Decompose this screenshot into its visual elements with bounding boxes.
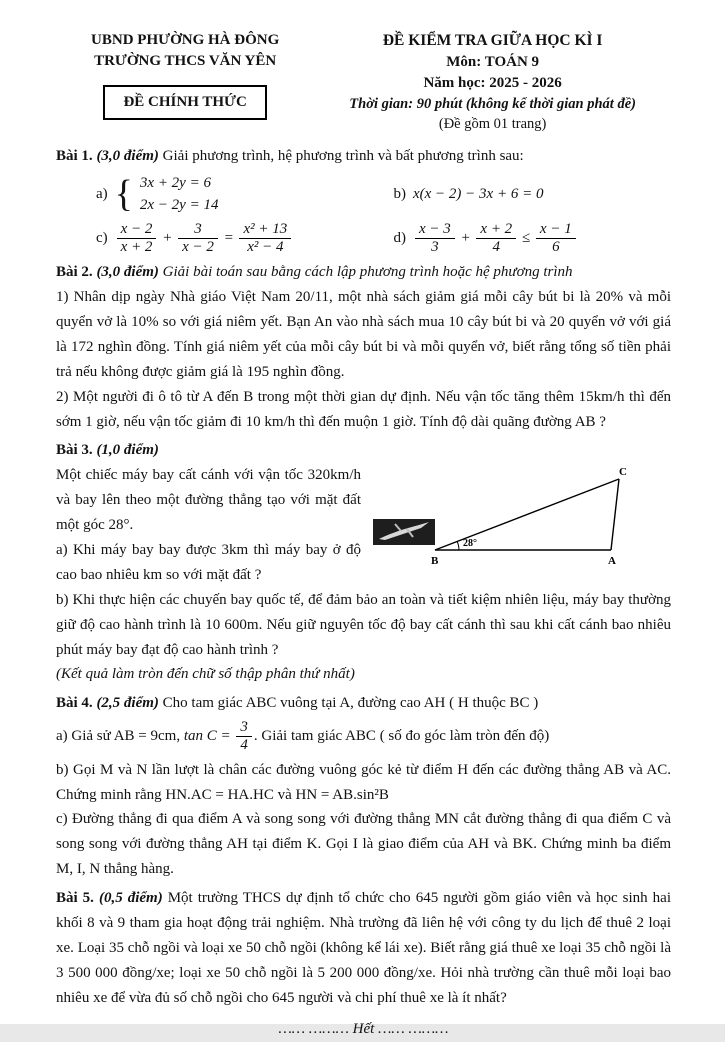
bai4-part-b: b) Gọi M và N lần lượt là chân các đường vuông góc kẻ từ điểm H đến các đường thẳng AB và AC. Chứng minh rằng HN.AC = HA.HC và HN = AB.sin²B xyxy=(56,761,671,803)
bai3-part-a: a) Khi máy bay bay được 3km thì máy bay ở độ cao bao nhiêu km so với mặt đất ? xyxy=(56,541,361,583)
bai2-problem-1: 1) Nhân dịp ngày Nhà giáo Việt Nam 20/11, một nhà sách giảm giá mỗi cây bút bi là 20% và mỗi quyển vở là 10% so với giá niêm yết. Bạn An vào nhà sách mua 10 cây bút bi và 20 quyển vở với giá là 172 nghìn đồng. Tính giá niêm yết của mỗi cây bút bi và mỗi quyển vở, biết rằng tổng số tiền phải trả nếu không được giảm giá là 195 nghìn đồng. xyxy=(56,289,671,380)
bai1-part-a xyxy=(56,173,364,217)
bai2-problem-2: 2) Một người đi ô tô từ A đến B trong một thời gian dự định. Nếu vận tốc tăng thêm 15km/h thì đến sớm 1 giờ, nếu vận tốc giảm đi 10 km/h thì đến muộn 1 giờ. Tính độ dài quãng đường AB ? xyxy=(56,388,671,430)
bai5-text: Một trường THCS dự định tổ chức cho 645 người gồm giáo viên và học sinh hai khối 8 và 9 tham gia hoạt động trải nghiệm. Nhà trường đã liên hệ với công ty du lịch để thuê 2 loại xe. Loại 35 chỗ ngồi và loại xe 50 chỗ ngồi (không kể lái xe). Biết rằng giá thuê xe loại 35 chỗ ngồi là 3 500 000 đồng/xe; loại xe 50 chỗ ngồi là 5 200 000 đồng/xe. Hỏi nhà trường cần thuê mỗi loại bao nhiêu xe để vừa đủ số chỗ ngồi cho 645 người và chi phí thuê xe là ít nhất? xyxy=(56,890,671,1006)
system-brace: { xyxy=(114,172,133,215)
bai4-intro: Cho tam giác ABC vuông tại A, đường cao AH ( H thuộc BC ) xyxy=(162,695,539,712)
operator: ≤ xyxy=(521,229,531,246)
angle-label: 28° xyxy=(463,538,477,550)
bai4-a-pre: a) Giả sử AB = 9cm, xyxy=(56,728,181,745)
bai3-rounding-note: (Kết quả làm tròn đến chữ số thập phân thứ nhất) xyxy=(56,666,355,683)
bai1-a-eq1: 3x + 2y = 6 xyxy=(139,175,211,192)
bai4-part-a xyxy=(56,719,671,755)
bai3-part-b: b) Khi thực hiện các chuyến bay quốc tế, để đảm bảo an toàn và tiết kiệm nhiên liệu, máy bay thường giữ độ cao hành trình là 10 600m. Nếu giữ nguyên tốc độ bay cất cánh thì sau khi cất cánh bao nhiêu phút máy bay đạt độ cao hành trình ? xyxy=(56,591,671,658)
vertex-label-b: B xyxy=(431,555,439,568)
header xyxy=(56,30,671,134)
bai1-a-eq2: 2x − 2y = 14 xyxy=(139,196,219,213)
bai4-heading xyxy=(56,691,671,716)
bai4-label: Bài 4. xyxy=(56,695,93,712)
bai4-part-c: c) Đường thẳng đi qua điểm A và song song với đường thẳng MN cắt đường thẳng đi qua điểm C và song song với đường thẳng AH tại điểm K. Gọi I là giao điểm của AH và BK. Chứng minh ba điểm M, I, N thẳng hàng. xyxy=(56,811,671,878)
exam-title: ĐỀ KIỂM TRA GIỮA HỌC KÌ I xyxy=(382,32,603,49)
bai1-part-c xyxy=(56,221,364,257)
fraction: $\frac{x + 2}{4}$ xyxy=(474,221,518,257)
dots-right: …… ……… xyxy=(378,1020,449,1037)
vertex-label-c: C xyxy=(619,466,627,479)
bai1-heading xyxy=(56,144,671,169)
bai2-intro: Giải bài toán sau bằng cách lập phương trình hoặc hệ phương trình xyxy=(162,264,573,281)
bai1-a-system xyxy=(140,173,219,217)
fraction: $\frac{x - 1}{6}$ xyxy=(534,221,578,257)
section-bai1 xyxy=(56,144,671,256)
bai1-d-label: d) xyxy=(393,229,406,246)
school-year: Năm học: 2025 - 2026 xyxy=(423,74,562,91)
bai5-points: (0,5 điểm) xyxy=(98,890,163,907)
bai1-points: (3,0 điểm) xyxy=(96,148,159,165)
section-bai4 xyxy=(56,691,671,882)
official-exam-badge: ĐỀ CHÍNH THỨC xyxy=(103,85,266,120)
bai1-b-label: b) xyxy=(393,186,406,203)
fraction: $\frac{\text{x² + 13}}{\text{x² − 4}}$ xyxy=(237,221,293,257)
operator: = xyxy=(223,229,234,246)
bai1-row-cd xyxy=(56,221,671,257)
bai3-body xyxy=(56,463,671,687)
bai5-label: Bài 5. xyxy=(56,890,94,907)
bai3-intro: Một chiếc máy bay cất cánh với vận tốc 320km/h và bay lên theo một đường thẳng tạo với mặt đất một góc 28°. xyxy=(56,467,361,534)
flight-triangle-figure xyxy=(371,465,671,569)
bai1-intro: Giải phương trình, hệ phương trình và bất phương trình sau: xyxy=(162,148,524,165)
bai1-part-b xyxy=(364,182,672,207)
fraction: $\frac{x - 3}{3}$ xyxy=(413,221,457,257)
bai1-part-d xyxy=(364,221,672,257)
section-bai5 xyxy=(56,886,671,1010)
het-label: Hết xyxy=(352,1020,375,1037)
altitude-line xyxy=(611,479,619,550)
dots-left: …… ……… xyxy=(278,1020,349,1037)
org-line-1: UBND PHƯỜNG HÀ ĐÔNG xyxy=(91,32,280,48)
bai2-label: Bài 2. xyxy=(56,264,93,281)
triangle-diagram xyxy=(371,465,671,569)
bai1-a-label: a) xyxy=(96,186,108,203)
bai1-row-ab xyxy=(56,173,671,217)
end-of-exam-marker xyxy=(56,1017,671,1042)
section-bai3 xyxy=(56,438,671,687)
bai3-heading xyxy=(56,438,671,463)
bai1-d-inequality xyxy=(413,221,578,257)
org-line-2: TRƯỜNG THCS VĂN YÊN xyxy=(94,53,277,69)
exam-duration: Thời gian: 90 phút (không kể thời gian phát đề) xyxy=(349,95,636,112)
bai4-a-post: . Giải tam giác ABC ( số đo góc làm tròn đến độ) xyxy=(253,728,550,745)
bai3-label: Bài 3. xyxy=(56,442,93,459)
fraction: $\frac{3}{x - 2}$ xyxy=(176,221,220,257)
exam-subject: Môn: TOÁN 9 xyxy=(446,53,540,70)
operator: + xyxy=(460,229,471,246)
bai2-points: (3,0 điểm) xyxy=(96,264,159,281)
bai1-b-equation: x(x − 2) − 3x + 6 = 0 xyxy=(413,186,544,203)
angle-arc xyxy=(457,541,459,550)
fraction: $\frac{x - 2}{x + 2}$ xyxy=(115,221,159,257)
bai1-label: Bài 1. xyxy=(56,148,93,165)
bai4-points: (2,5 điểm) xyxy=(96,695,159,712)
header-right xyxy=(314,30,671,134)
section-bai2 xyxy=(56,260,671,434)
header-left xyxy=(56,30,314,134)
bai5-paragraph xyxy=(56,886,671,1010)
bai1-c-equation xyxy=(115,221,294,257)
page-count-note: (Đề gồm 01 trang) xyxy=(438,115,547,132)
bai4-a-tan-expression: tan C = xyxy=(183,728,231,745)
bai2-heading xyxy=(56,260,671,285)
operator: + xyxy=(162,229,173,246)
fraction: $\frac{3}{4}$ xyxy=(234,719,254,755)
vertex-label-a: A xyxy=(608,555,616,568)
bai3-points: (1,0 điểm) xyxy=(96,442,159,459)
bai1-c-label: c) xyxy=(96,229,108,246)
